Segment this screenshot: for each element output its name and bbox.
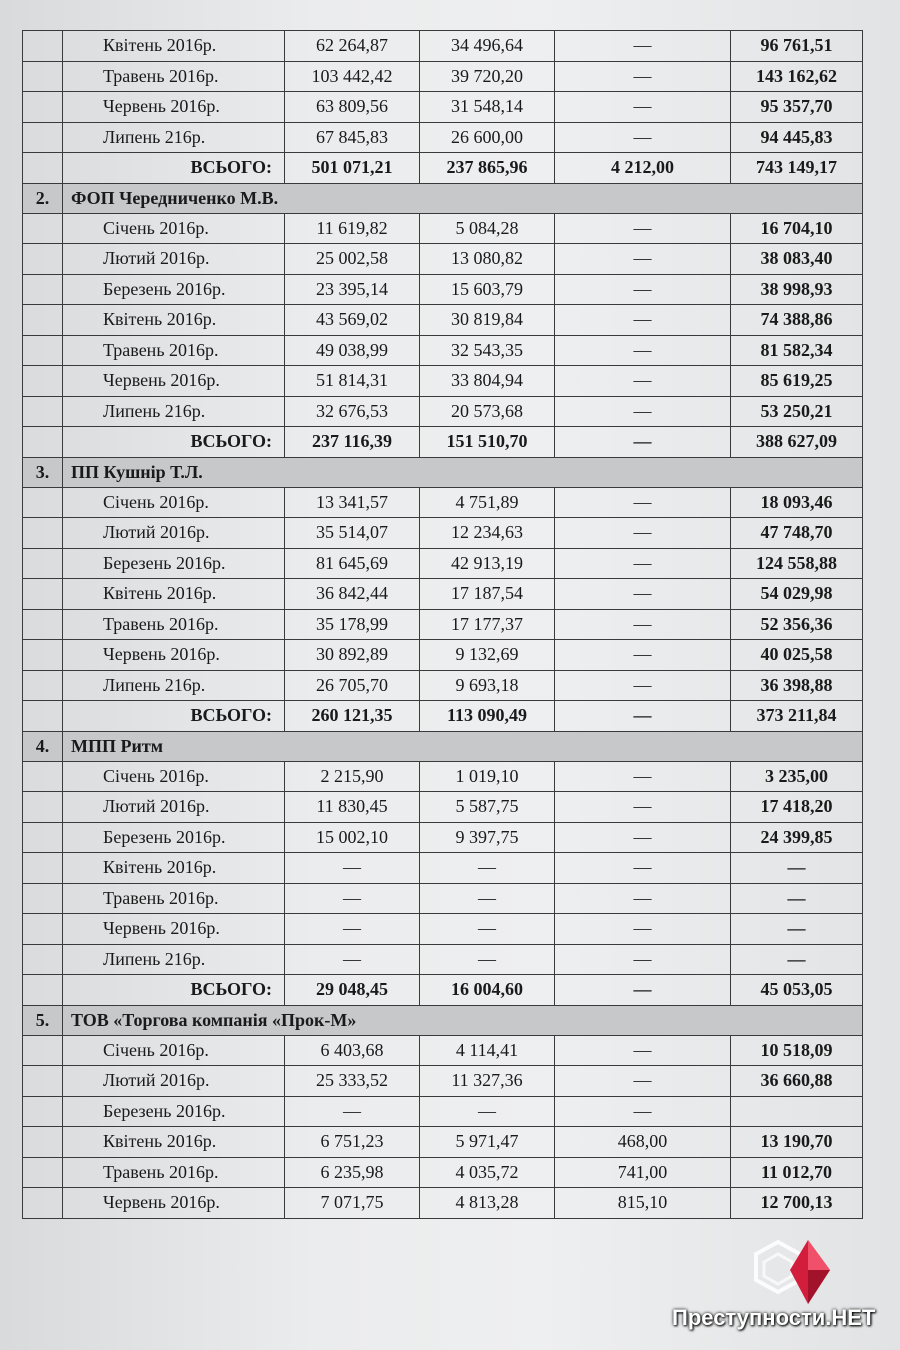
group-name: ПП Кушнір Т.Л. (63, 457, 863, 487)
amount-cell: 36 842,44 (285, 579, 420, 610)
empty-cell (23, 487, 63, 518)
month-cell: Липень 216р. (63, 670, 285, 701)
amount-cell: — (555, 487, 731, 518)
row-total-cell: 16 704,10 (731, 213, 863, 244)
amount-cell: 26 705,70 (285, 670, 420, 701)
month-cell: Травень 2016р. (63, 1157, 285, 1188)
month-cell: Січень 2016р. (63, 487, 285, 518)
cube-logo-icon (738, 1232, 848, 1312)
amount-cell: 67 845,83 (285, 122, 420, 153)
empty-cell (23, 822, 63, 853)
group-header (23, 731, 863, 761)
amount-cell: — (420, 1096, 555, 1127)
amount-cell: — (420, 944, 555, 975)
total-value: 260 121,35 (285, 701, 420, 732)
amount-cell: — (555, 1096, 731, 1127)
amount-cell: 4 751,89 (420, 487, 555, 518)
amount-cell: 25 333,52 (285, 1066, 420, 1097)
total-value: — (555, 975, 731, 1006)
amount-cell: — (555, 305, 731, 336)
table-row (23, 518, 863, 549)
total-value: 16 004,60 (420, 975, 555, 1006)
amount-cell: 4 813,28 (420, 1188, 555, 1219)
table-row (23, 274, 863, 305)
month-cell: Квітень 2016р. (63, 305, 285, 336)
empty-cell (23, 1035, 63, 1066)
table-row (23, 853, 863, 884)
month-cell: Березень 2016р. (63, 1096, 285, 1127)
table-row (23, 914, 863, 945)
row-total-cell: 24 399,85 (731, 822, 863, 853)
table-row (23, 1157, 863, 1188)
group-name: ФОП Чередниченко М.В. (63, 183, 863, 213)
row-total-cell: 3 235,00 (731, 761, 863, 792)
amount-cell: 103 442,42 (285, 61, 420, 92)
month-cell: Травень 2016р. (63, 61, 285, 92)
table-row (23, 640, 863, 671)
amount-cell: 13 080,82 (420, 244, 555, 275)
table-row (23, 609, 863, 640)
month-cell: Березень 2016р. (63, 274, 285, 305)
amount-cell: — (285, 914, 420, 945)
amount-cell: — (555, 31, 731, 62)
amount-cell: 1 019,10 (420, 761, 555, 792)
document-sheet (22, 30, 862, 1219)
amount-cell: — (555, 914, 731, 945)
total-value: — (555, 701, 731, 732)
month-cell: Квітень 2016р. (63, 579, 285, 610)
empty-cell (23, 274, 63, 305)
total-label: ВСЬОГО: (63, 427, 285, 458)
row-total-cell: 85 619,25 (731, 366, 863, 397)
total-label: ВСЬОГО: (63, 975, 285, 1006)
total-value: 501 071,21 (285, 153, 420, 184)
empty-cell (23, 396, 63, 427)
total-value: 373 211,84 (731, 701, 863, 732)
month-cell: Квітень 2016р. (63, 31, 285, 62)
row-total-cell: 36 660,88 (731, 1066, 863, 1097)
amount-cell: — (555, 213, 731, 244)
amount-cell: — (285, 1096, 420, 1127)
month-cell: Липень 216р. (63, 944, 285, 975)
month-cell: Січень 2016р. (63, 761, 285, 792)
group-header (23, 457, 863, 487)
month-cell: Лютий 2016р. (63, 1066, 285, 1097)
table-row (23, 1188, 863, 1219)
month-cell: Квітень 2016р. (63, 1127, 285, 1158)
row-total-cell: 81 582,34 (731, 335, 863, 366)
total-label: ВСЬОГО: (63, 701, 285, 732)
amount-cell: 26 600,00 (420, 122, 555, 153)
amount-cell: 11 619,82 (285, 213, 420, 244)
amount-cell: — (555, 944, 731, 975)
amount-cell: 9 693,18 (420, 670, 555, 701)
month-cell: Березень 2016р. (63, 548, 285, 579)
month-cell: Травень 2016р. (63, 335, 285, 366)
month-cell: Червень 2016р. (63, 366, 285, 397)
amount-cell: 5 587,75 (420, 792, 555, 823)
table-row (23, 487, 863, 518)
group-header (23, 183, 863, 213)
row-total-cell: 18 093,46 (731, 487, 863, 518)
amount-cell: — (555, 518, 731, 549)
amount-cell: — (555, 579, 731, 610)
row-total-cell: 11 012,70 (731, 1157, 863, 1188)
group-name: МПП Ритм (63, 731, 863, 761)
amount-cell: — (285, 853, 420, 884)
empty-cell (23, 244, 63, 275)
empty-cell (23, 640, 63, 671)
total-row (23, 975, 863, 1006)
month-cell: Лютий 2016р. (63, 518, 285, 549)
row-total-cell: 96 761,51 (731, 31, 863, 62)
amount-cell: 32 676,53 (285, 396, 420, 427)
table-row (23, 548, 863, 579)
amount-cell: — (420, 914, 555, 945)
amount-cell: 34 496,64 (420, 31, 555, 62)
empty-cell (23, 609, 63, 640)
amount-cell: 31 548,14 (420, 92, 555, 123)
amount-cell: 32 543,35 (420, 335, 555, 366)
amount-cell: 13 341,57 (285, 487, 420, 518)
amount-cell: 4 035,72 (420, 1157, 555, 1188)
total-row (23, 427, 863, 458)
amount-cell: 15 002,10 (285, 822, 420, 853)
empty-cell (23, 1096, 63, 1127)
total-value: 29 048,45 (285, 975, 420, 1006)
row-total-cell: 47 748,70 (731, 518, 863, 549)
table-row (23, 1127, 863, 1158)
empty-cell (23, 914, 63, 945)
amount-cell: 6 235,98 (285, 1157, 420, 1188)
amount-cell: 5 084,28 (420, 213, 555, 244)
amount-cell: — (420, 853, 555, 884)
amount-cell: — (555, 609, 731, 640)
month-cell: Лютий 2016р. (63, 244, 285, 275)
table-row (23, 1096, 863, 1127)
amount-cell: — (555, 640, 731, 671)
empty-cell (23, 122, 63, 153)
empty-cell (23, 853, 63, 884)
group-number: 3. (23, 457, 63, 487)
amount-cell: 49 038,99 (285, 335, 420, 366)
month-cell: Лютий 2016р. (63, 792, 285, 823)
empty-cell (23, 335, 63, 366)
total-value: — (555, 427, 731, 458)
month-cell: Липень 216р. (63, 122, 285, 153)
amount-cell: 7 071,75 (285, 1188, 420, 1219)
row-total-cell: — (731, 944, 863, 975)
table-row (23, 122, 863, 153)
amount-cell: — (555, 335, 731, 366)
table-row (23, 305, 863, 336)
amount-cell: 25 002,58 (285, 244, 420, 275)
amount-cell: — (555, 1035, 731, 1066)
row-total-cell: 17 418,20 (731, 792, 863, 823)
row-total-cell: — (731, 853, 863, 884)
row-total-cell: 36 398,88 (731, 670, 863, 701)
amount-cell: — (555, 366, 731, 397)
row-total-cell: 13 190,70 (731, 1127, 863, 1158)
group-name: ТОВ «Торгова компанія «Прок-М» (63, 1005, 863, 1035)
row-total-cell: 94 445,83 (731, 122, 863, 153)
row-total-cell: — (731, 883, 863, 914)
empty-cell (23, 31, 63, 62)
table-row (23, 335, 863, 366)
row-total-cell: 40 025,58 (731, 640, 863, 671)
amount-cell: 42 913,19 (420, 548, 555, 579)
amount-cell: 35 514,07 (285, 518, 420, 549)
row-total-cell: 95 357,70 (731, 92, 863, 123)
total-value: 237 865,96 (420, 153, 555, 184)
month-cell: Червень 2016р. (63, 1188, 285, 1219)
month-cell: Червень 2016р. (63, 640, 285, 671)
empty-cell (23, 61, 63, 92)
amount-cell: — (555, 822, 731, 853)
row-total-cell: 53 250,21 (731, 396, 863, 427)
month-cell: Травень 2016р. (63, 883, 285, 914)
amount-cell: 6 751,23 (285, 1127, 420, 1158)
table-row (23, 579, 863, 610)
total-value: 743 149,17 (731, 153, 863, 184)
amount-cell: 62 264,87 (285, 31, 420, 62)
amount-cell: 11 327,36 (420, 1066, 555, 1097)
month-cell: Червень 2016р. (63, 92, 285, 123)
group-number: 5. (23, 1005, 63, 1035)
row-total-cell: 52 356,36 (731, 609, 863, 640)
row-total-cell: 143 162,62 (731, 61, 863, 92)
table-row (23, 244, 863, 275)
amount-cell: 17 187,54 (420, 579, 555, 610)
table-row (23, 213, 863, 244)
amount-cell: — (555, 792, 731, 823)
total-value: 151 510,70 (420, 427, 555, 458)
total-value: 113 090,49 (420, 701, 555, 732)
amount-cell: — (555, 396, 731, 427)
table-row (23, 944, 863, 975)
table-row (23, 792, 863, 823)
amount-cell: 468,00 (555, 1127, 731, 1158)
empty-cell (23, 213, 63, 244)
amount-cell: — (555, 92, 731, 123)
total-value: 4 212,00 (555, 153, 731, 184)
amount-cell: 33 804,94 (420, 366, 555, 397)
total-label: ВСЬОГО: (63, 153, 285, 184)
amount-cell: — (555, 548, 731, 579)
amount-cell: — (555, 883, 731, 914)
month-cell: Липень 216р. (63, 396, 285, 427)
group-number: 4. (23, 731, 63, 761)
table-row (23, 822, 863, 853)
amount-cell: — (420, 883, 555, 914)
row-total-cell: 74 388,86 (731, 305, 863, 336)
empty-cell (23, 548, 63, 579)
empty-cell (23, 761, 63, 792)
amount-cell: 741,00 (555, 1157, 731, 1188)
amount-cell: 20 573,68 (420, 396, 555, 427)
amount-cell: 30 892,89 (285, 640, 420, 671)
amount-cell: — (555, 244, 731, 275)
amount-cell: 17 177,37 (420, 609, 555, 640)
row-total-cell: 12 700,13 (731, 1188, 863, 1219)
amount-cell: — (555, 274, 731, 305)
empty-cell (23, 518, 63, 549)
table-row (23, 1066, 863, 1097)
empty-cell (23, 1188, 63, 1219)
empty-cell (23, 153, 63, 184)
month-cell: Січень 2016р. (63, 1035, 285, 1066)
amount-cell: 63 809,56 (285, 92, 420, 123)
amount-cell: 30 819,84 (420, 305, 555, 336)
empty-cell (23, 883, 63, 914)
group-number: 2. (23, 183, 63, 213)
total-row (23, 701, 863, 732)
amount-cell: 9 397,75 (420, 822, 555, 853)
amount-cell: 23 395,14 (285, 274, 420, 305)
month-cell: Квітень 2016р. (63, 853, 285, 884)
row-total-cell: — (731, 914, 863, 945)
amount-cell: 9 132,69 (420, 640, 555, 671)
amount-cell: — (285, 944, 420, 975)
row-total-cell: 38 083,40 (731, 244, 863, 275)
empty-cell (23, 366, 63, 397)
amount-cell: 12 234,63 (420, 518, 555, 549)
amount-cell: 35 178,99 (285, 609, 420, 640)
amount-cell: 11 830,45 (285, 792, 420, 823)
total-row (23, 153, 863, 184)
empty-cell (23, 670, 63, 701)
amount-cell: — (555, 122, 731, 153)
total-value: 237 116,39 (285, 427, 420, 458)
amount-cell: — (555, 61, 731, 92)
amount-cell: 81 645,69 (285, 548, 420, 579)
amount-cell: — (285, 883, 420, 914)
table-row (23, 366, 863, 397)
amount-cell: 43 569,02 (285, 305, 420, 336)
amount-cell: — (555, 761, 731, 792)
table-row (23, 1035, 863, 1066)
row-total-cell (731, 1096, 863, 1127)
empty-cell (23, 1127, 63, 1158)
amount-cell: 15 603,79 (420, 274, 555, 305)
row-total-cell: 124 558,88 (731, 548, 863, 579)
table-row (23, 61, 863, 92)
month-cell: Березень 2016р. (63, 822, 285, 853)
empty-cell (23, 427, 63, 458)
amount-cell: — (555, 670, 731, 701)
empty-cell (23, 1157, 63, 1188)
amount-cell: 39 720,20 (420, 61, 555, 92)
table-row (23, 31, 863, 62)
group-header (23, 1005, 863, 1035)
empty-cell (23, 701, 63, 732)
table-row (23, 761, 863, 792)
amount-cell: 815,10 (555, 1188, 731, 1219)
empty-cell (23, 944, 63, 975)
payments-table (22, 30, 863, 1219)
amount-cell: 51 814,31 (285, 366, 420, 397)
amount-cell: — (555, 853, 731, 884)
month-cell: Січень 2016р. (63, 213, 285, 244)
empty-cell (23, 92, 63, 123)
empty-cell (23, 579, 63, 610)
amount-cell: 6 403,68 (285, 1035, 420, 1066)
month-cell: Травень 2016р. (63, 609, 285, 640)
empty-cell (23, 1066, 63, 1097)
table-row (23, 396, 863, 427)
table-row (23, 670, 863, 701)
row-total-cell: 38 998,93 (731, 274, 863, 305)
amount-cell: — (555, 1066, 731, 1097)
total-value: 45 053,05 (731, 975, 863, 1006)
amount-cell: 5 971,47 (420, 1127, 555, 1158)
month-cell: Червень 2016р. (63, 914, 285, 945)
empty-cell (23, 975, 63, 1006)
table-row (23, 883, 863, 914)
total-value: 388 627,09 (731, 427, 863, 458)
empty-cell (23, 792, 63, 823)
watermark-brand: Преступности.НЕТ (672, 1305, 876, 1330)
empty-cell (23, 305, 63, 336)
amount-cell: 2 215,90 (285, 761, 420, 792)
row-total-cell: 10 518,09 (731, 1035, 863, 1066)
table-row (23, 92, 863, 123)
row-total-cell: 54 029,98 (731, 579, 863, 610)
amount-cell: 4 114,41 (420, 1035, 555, 1066)
